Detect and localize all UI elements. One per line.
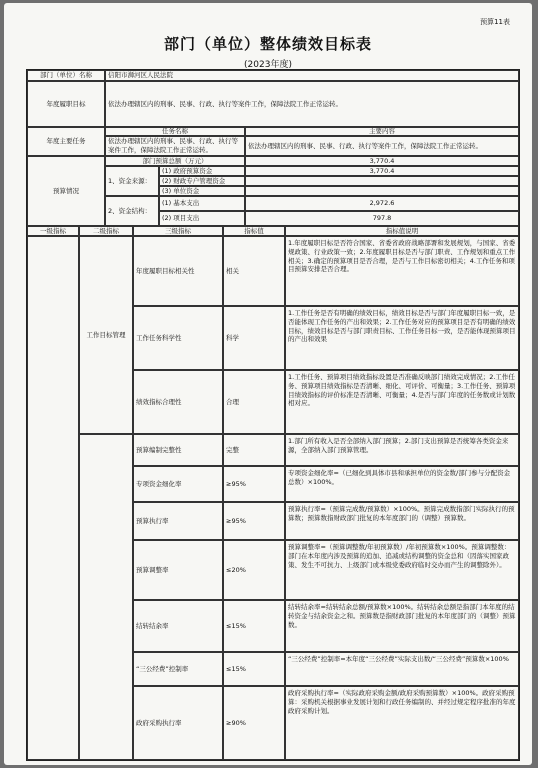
header-level3: 三级指标 [133, 226, 223, 236]
budget-source-2: (2) 财政专户管理资金 [159, 176, 245, 186]
form-code: 预算11表 [480, 18, 510, 26]
indicator-row-3-value: 合理 [223, 370, 285, 434]
indicator-row-10-value: ≥90% [223, 686, 285, 760]
indicator-row-5-name: 专项资金细化率 [133, 466, 223, 502]
indicator-row-4-value: 完整 [223, 434, 285, 466]
indicator-row-6-desc: 预算执行率=（预算完成数/预算数）×100%。预算完成数指部门实际执行的预算数；预算数指财政部门批复的本年度部门的（调整）预算数。 [285, 502, 519, 540]
indicator-row-10-name: 政府采购执行率 [133, 686, 223, 760]
indicator-row-9-value: ≤15% [223, 652, 285, 686]
task-label: 年度主要任务 [27, 127, 105, 156]
unit-value: 信阳市浉河区人民法院 [105, 70, 519, 81]
indicator-row-3-name: 绩效指标合理性 [133, 370, 223, 434]
budget-structure-2: (2) 项目支出 [159, 211, 245, 226]
indicator-row-1-desc: 1.年度履职目标是否符合国家、省委省政府战略部署和发展规划，与国家、省委规政策、行业政策一致；2.年度履职目标是否与部门职责、工作规划和重点工作相关；3.确定的预算项目是否合理，是否与工作目标密切相关；4.工作任务和项目预算安排是否合理。 [285, 236, 519, 306]
indicator-row-8-desc: 结转结余率=结转结余总额/预算数×100%。结转结余总额是指部门本年度的结转资金与结余资金之和。预算数是指财政部门批复的本年度部门的（调整）预算数。 [285, 600, 519, 652]
budget-source-1-value: 3,770.4 [245, 166, 519, 176]
indicator-row-9-name: “三公经费”控制率 [133, 652, 223, 686]
year-label: (2023年度) [244, 60, 292, 70]
unit-label: 部门（单位）名称 [27, 70, 105, 81]
indicator-row-8-name: 结转结余率 [133, 600, 223, 652]
indicator-row-6-name: 预算执行率 [133, 502, 223, 540]
task-col-name: 任务名称 [105, 127, 245, 136]
indicator-row-5-value: ≥95% [223, 466, 285, 502]
indicator-row-10-desc: 政府采购执行率=（实际政府采购金额/政府采购预算数）×100%。政府采购预算：采购机关根据事业发展计划和行政任务编制的、并经过规定程序批准的年度政府采购计划。 [285, 686, 519, 760]
indicator-row-7-name: 预算调整率 [133, 540, 223, 600]
indicator-row-9-desc: “三公经费”控制率=本年度“三公经费”实际支出数/“三公经费”预算数×100% [285, 652, 519, 686]
budget-source-3: (3) 单位资金 [159, 186, 245, 196]
indicator-row-1-name: 年度履职目标相关性 [133, 236, 223, 306]
indicator-row-3-desc: 1.工作任务、预算项目绩效指标设置是否准确反映部门绩效完成情况；2.工作任务、预算项目绩效指标是否清晰、细化、可评价、可衡量；3.工作任务、预算项目绩效指标的评价标准是否清晰、可衡量；4.是否与部门年度的任务数或计划数相对应。 [285, 370, 519, 434]
budget-total-value: 3,770.4 [245, 156, 519, 166]
duty-label: 年度履职目标 [27, 81, 105, 127]
indicator-row-2-name: 工作任务科学性 [133, 306, 223, 370]
document-page [4, 3, 532, 765]
header-value: 指标值 [223, 226, 285, 236]
indicator-row-5-desc: 专项资金细化率=（已细化到具体市县和承担单位的资金数/部门参与分配资金总数）×100%。 [285, 466, 519, 502]
task-name: 依法办理辖区内的刑事、民事、行政、执行等案件工作，保障法院工作正常运转。 [105, 136, 245, 156]
task-content: 依法办理辖区内的刑事、民事、行政、执行等案件工作，保障法院工作正常运转。 [245, 136, 519, 156]
page-title: 部门（单位）整体绩效目标表 [163, 35, 372, 53]
budget-structure-1: (1) 基本支出 [159, 196, 245, 211]
budget-source-label: 1、资金来源： [105, 166, 159, 196]
performance-table [26, 69, 520, 761]
level2-cell-empty [79, 434, 133, 760]
level1-cell [27, 236, 79, 760]
indicator-row-1-value: 相关 [223, 236, 285, 306]
indicator-row-4-name: 预算编制完整性 [133, 434, 223, 466]
indicator-row-6-value: ≥95% [223, 502, 285, 540]
budget-total-label: 部门预算总额（万元） [105, 156, 245, 166]
indicator-row-7-desc: 预算调整率=（预算调整数/年初预算数）/年初预算数×100%。预算调整数：部门在本年度内涉及预算的追加、追减或结构调整的资金总和（因落实国家政策、发生不可抗力、上级部门或本级党委政府临时交办而产生的调整除外）。 [285, 540, 519, 600]
budget-structure-label: 2、资金结构： [105, 196, 159, 226]
budget-structure-1-value: 2,972.6 [245, 196, 519, 211]
duty-value: 依法办理辖区内的刑事、民事、行政、执行等案件工作，保障法院工作正常运转。 [105, 81, 519, 127]
budget-label: 预算情况 [27, 156, 105, 226]
task-col-content: 主要内容 [245, 127, 519, 136]
indicator-row-4-desc: 1.部门所有收入是否全部纳入部门预算；2.部门支出预算是否统筹各类资金来源，全部纳入部门预算管理。 [285, 434, 519, 466]
header-description: 指标值说明 [285, 226, 519, 236]
budget-source-3-value [245, 186, 519, 196]
budget-source-1: (1) 政府预算资金 [159, 166, 245, 176]
indicator-row-2-desc: 1.工作任务是否有明确的绩效目标，绩效目标是否与部门年度履职目标一致，是否能体现工作任务的产出和效果；2.工作任务对应的预算项目是否有明确的绩效目标，绩效目标是否与部门职责目标、工作任务目标一致，是否能体现预算项目的产出和效果 [285, 306, 519, 370]
budget-structure-2-value: 797.8 [245, 211, 519, 226]
level2-cell: 工作目标管理 [79, 236, 133, 434]
header-level2: 二级指标 [79, 226, 133, 236]
indicator-row-2-value: 科学 [223, 306, 285, 370]
indicator-row-8-value: ≤15% [223, 600, 285, 652]
indicator-row-7-value: ≤20% [223, 540, 285, 600]
header-level1: 一级指标 [27, 226, 79, 236]
budget-source-2-value [245, 176, 519, 186]
